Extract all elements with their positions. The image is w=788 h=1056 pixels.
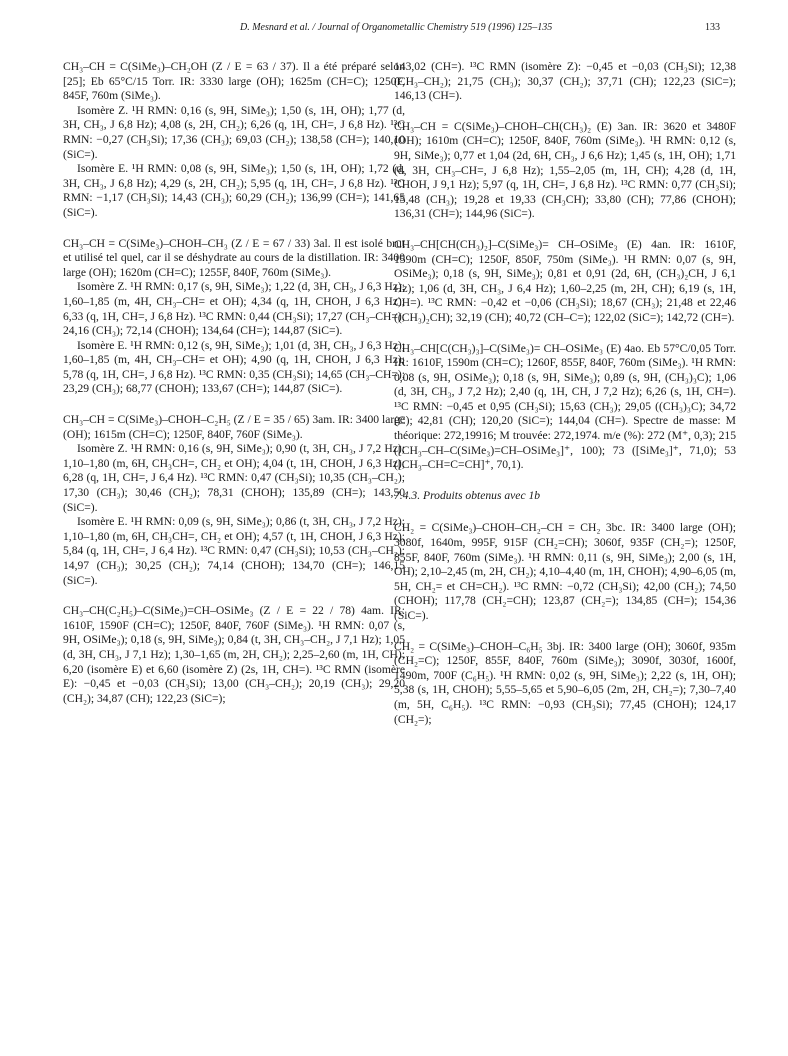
compound-entry	[394, 521, 736, 623]
page-number: 133	[705, 22, 720, 33]
compound-entry	[63, 413, 405, 588]
compound-entry	[394, 120, 736, 222]
compound-heading-paragraph: CH₂ = C(SiMe₃)–CHOH–C₆H₅ 3bj. IR: 3400 large (OH); 3060f, 935m (CH₂=C); 1250F, 855F, 840F, 760m (SiMe₃); 3090f, 3030f, 1600f, 1490m, 700F (C₆H₅). ¹H RMN: 0,02 (s, 9H, SiMe₃); 2,22 (s, 1H, OH); 5,38 (s, 1H, CHOH); 5,55–5,65 et 5,90–6,05 (2m, 2H, CH₂=); 7,30–7,40 (m, 5H, C₆H₅). ¹³C RMN: −0,93 (CH₃Si); 77,45 (CHOH); 124,17 (CH₂=);	[394, 639, 736, 726]
compound-heading-paragraph: CH₃–CH = C(SiMe₃)–CH₂OH (Z / E = 63 / 37). Il a été préparé selon [25]; Eb 65°C/15 Torr. IR: 3330 large (OH); 1625m (CH=C); 1250F, 845F, 760m (SiMe₃).	[63, 60, 405, 103]
left-column	[63, 60, 405, 722]
running-header	[0, 22, 788, 38]
compound-heading-paragraph: CH₃–CH[CH(CH₃)₂]–C(SiMe₃)= CH–OSiMe₃ (E) 4an. IR: 1610F, 1590m (CH=C); 1250F, 850F, 750m (SiMe₃). ¹H RMN: 0,07 (s, 9H, OSiMe₃); 0,18 (s, 9H, SiMe₃); 0,81 et 0,91 (2d, 6H, (CH₃)₂CH, J 6,1 Hz); 1,06 (d, 3H, CH₃, J 6,4 Hz); 1,60–2,25 (m, 2H, CH); 6,19 (s, 1H, CH=). ¹³C RMN: −0,42 et −0,06 (CH₃Si); 18,67 (CH₃); 21,48 et 22,46 ((CH₃)₂CH); 32,19 (CH); 40,72 (CH–C=); 122,02 (SiC=); 142,72 (CH=).	[394, 237, 736, 324]
isomer-paragraph: Isomère E. ¹H RMN: 0,08 (s, 9H, SiMe₃); 1,50 (s, 1H, OH); 1,72 (d, 3H, CH₃, J 6,8 Hz); 4,29 (s, 2H, CH₂); 5,95 (q, 1H, CH=, J 6,8 Hz). ¹³C RMN: −1,17 (CH₃Si); 14,43 (CH₃); 60,29 (CH₂); 136,99 (CH=); 141,65 (SiC=).	[63, 162, 405, 219]
compound-entry	[394, 238, 736, 326]
isomer-paragraph: Isomère Z. ¹H RMN: 0,16 (s, 9H, SiMe₃); 1,50 (s, 1H, OH); 1,77 (d, 3H, CH₃, J 6,8 Hz); 4,08 (s, 2H, CH₂); 6,26 (q, 1H, CH=, J 6,8 Hz). ¹³C RMN: −0,27 (CH₃Si); 17,36 (CH₃); 69,03 (CH₂); 138,58 (CH=); 140,10 (SiC=).	[63, 103, 405, 161]
compound-entry	[63, 60, 405, 221]
journal-citation: D. Mesnard et al. / Journal of Organometallic Chemistry 519 (1996) 125–135	[240, 22, 553, 33]
isomer-paragraph: Isomère Z. ¹H RMN: 0,16 (s, 9H, SiMe₃); 0,90 (t, 3H, CH₃, J 7,2 Hz); 1,10–1,80 (m, 6H, CH₃CH=, CH₂ et OH); 4,04 (t, 1H, CHOH, J 6,3 Hz); 6,28 (q, 1H, CH=, J 6,4 Hz). ¹³C RMN: 0,47 (CH₃Si); 10,35 (CH₃–CH₂); 17,30 (CH₃); 30,46 (CH₂); 78,31 (CHOH); 135,89 (CH=); 143,50 (SiC=).	[63, 442, 405, 514]
right-column	[394, 60, 736, 743]
compound-entry	[63, 237, 405, 398]
isomer-paragraph: Isomère Z. ¹H RMN: 0,17 (s, 9H, SiMe₃); 1,22 (d, 3H, CH₃, J 6,3 Hz); 1,60–1,85 (m, 4H, CH₃–CH= et OH); 4,34 (q, 1H, CHOH, J 6,3 Hz); 6,33 (q, 1H, CH=, J 6,8 Hz). ¹³C RMN: 0,44 (CH₃Si); 17,27 (CH₃–CH=); 24,16 (CH₃); 72,14 (CHOH); 134,64 (CH=); 144,87 (SiC=).	[63, 280, 405, 338]
section-heading: 7.4.3. Produits obtenus avec 1b	[394, 488, 541, 502]
isomer-paragraph: Isomère E. ¹H RMN: 0,12 (s, 9H, SiMe₃); 1,01 (d, 3H, CH₃, J 6,3 Hz); 1,60–1,85 (m, 4H, CH₃–CH= et OH); 4,90 (q, 1H, CHOH, J 6,3 Hz); 5,78 (q, 1H, CH=, J 6,8 Hz). ¹³C RMN: 0,35 (CH₃Si); 14,65 (CH₃–CH=); 23,29 (CH₃); 68,77 (CHOH); 133,67 (CH=); 144,87 (SiC=).	[63, 338, 405, 396]
compound-heading-paragraph: CH₃–CH[C(CH₃)₃]–C(SiMe₃)= CH–OSiMe₃ (E) 4ao. Eb 57°C/0,05 Torr. IR: 1610F, 1590m (CH=C); 1260F, 855F, 840F, 760m (SiMe₃). ¹H RMN: 0,08 (s, 9H, OSiMe₃); 0,18 (s, 9H, SiMe₃); 0,89 (s, 9H, (CH₃)₃C); 1,06 (d, 3H, CH₃, J 7,2 Hz); 2,40 (q, 1H, CH, J 7,2 Hz); 6,26 (s, 1H, CH=). ¹³C RMN: −0,45 et 0,95 (CH₃Si); 15,63 (CH₃); 29,05 ((CH₃)₃C); 34,72 (C); 42,81 (CH); 120,20 (SiC=); 144,04 (CH=). Spectre de masse: M théorique: 272,19916; M trouvée: 272,1974. m/e (%): 272 (M⁺, 0,3); 215 ([CH₃–CH–C(SiMe₃)=CH–OSiMe₃]⁺, 100); 73 ([SiMe₃]⁺, 71,0); 53 ([CH₃–CH=C=CH]⁺, 70,1).	[394, 341, 736, 472]
compound-heading-paragraph: CH₃–CH(C₂H₅)–C(SiMe₃)=CH–OSiMe₃ (Z / E = 22 / 78) 4am. IR: 1610F, 1590F (CH=C); 1250F, 840F, 760F (SiMe₃). ¹H RMN: 0,07 (s, 9H, OSiMe₃); 0,18 (s, 9H, SiMe₃); 0,84 (t, 3H, CH₃–CH₂, J 7,1 Hz); 1,05 (d, 3H, CH₃, J 7,1 Hz); 1,30–1,65 (m, 2H, CH₂); 2,25–2,60 (m, 1H, CH); 6,20 (isomère E) et 6,60 (isomère Z) (2s, 1H, CH=). ¹³C RMN (isomère E): −0,45 et −0,03 (CH₃Si); 13,00 (CH₃–CH₂); 20,19 (CH₃); 29,20 (CH₂); 34,87 (CH); 122,23 (SiC=);	[63, 604, 405, 705]
compound-heading-paragraph: CH₃–CH = C(SiMe₃)–CHOH–CH₃ (Z / E = 67 / 33) 3al. Il est isolé brut et utilisé tel quel, car il se déshydrate au cours de la distillation. IR: 3400 large (OH); 1620m (CH=C); 1255F, 840F, 760m (SiMe₃).	[63, 236, 405, 279]
compound-entry	[394, 342, 736, 473]
isomer-paragraph: Isomère E. ¹H RMN: 0,09 (s, 9H, SiMe₃); 0,86 (t, 3H, CH₃, J 7,2 Hz); 1,10–1,80 (m, 6H, CH₃CH=, CH₂ et OH); 4,57 (t, 1H, CHOH, J 6,3 Hz); 5,84 (q, 1H, CH=, J 6,4 Hz). ¹³C RMN: 0,47 (CH₃Si); 10,53 (CH₃–CH₂); 14,97 (CH₃); 30,25 (CH₂); 74,14 (CHOH); 134,70 (CH=); 146,15 (SiC=).	[63, 515, 405, 587]
compound-entry-continued	[394, 60, 736, 104]
compound-heading-paragraph: CH₃–CH = C(SiMe₃)–CHOH–CH(CH₃)₂ (E) 3an. IR: 3620 et 3480F (OH); 1610m (CH=C); 1250F, 840F, 760m (SiMe₃). ¹H RMN: 0,12 (s, 9H, SiMe₃); 0,77 et 1,04 (2d, 6H, CH₃, J 6,6 Hz); 1,45 (s, 1H, OH); 1,71 (d, 3H, CH₃–CH=, J 6,8 Hz); 1,55–2,05 (m, 1H, CH); 4,28 (d, 1H, CHOH, J 9,1 Hz); 5,97 (q, 1H, CH=, J 6,8 Hz). ¹³C RMN: 0,77 (CH₃Si); 15,48 (CH₃); 19,28 et 19,33 (CH₃CH); 33,80 (CH); 77,86 (CHOH); 136,31 (CH=); 144,96 (SiC=).	[394, 119, 736, 221]
continued-paragraph: 143,02 (CH=). ¹³C RMN (isomère Z): −0,45 et −0,03 (CH₃Si); 12,38 (CH₃–CH₂); 21,75 (CH₃); 30,37 (CH₂); 37,71 (CH); 122,23 (SiC=); 146,13 (CH=).	[394, 60, 736, 103]
compound-entry	[63, 604, 405, 706]
compound-entry	[394, 640, 736, 728]
compound-heading-paragraph: CH₂ = C(SiMe₃)–CHOH–CH₂–CH = CH₂ 3bc. IR: 3400 large (OH); 3080f, 1640m, 995F, 915F (CH₂=CH); 3060f, 935F (CH₂=); 1250F, 855F, 840F, 760m (SiMe₃). ¹H RMN: 0,11 (s, 9H, SiMe₃); 2,00 (s, 1H, OH); 2,10–2,45 (m, 2H, CH₂); 4,10–4,40 (m, 1H, CHOH); 4,90–6,05 (m, 5H, CH₂= et CH=CH₂). ¹³C RMN: −0,72 (CH₃Si); 42,00 (CH₂); 74,50 (CHOH); 117,78 (CH₂=CH); 123,87 (CH₂=); 134,85 (CH=); 154,36 (SiC=).	[394, 521, 736, 622]
compound-heading-paragraph: CH₃–CH = C(SiMe₃)–CHOH–C₂H₅ (Z / E = 35 / 65) 3am. IR: 3400 large (OH); 1615m (CH=C); 1250F, 840F, 760F (SiMe₃).	[63, 413, 405, 441]
